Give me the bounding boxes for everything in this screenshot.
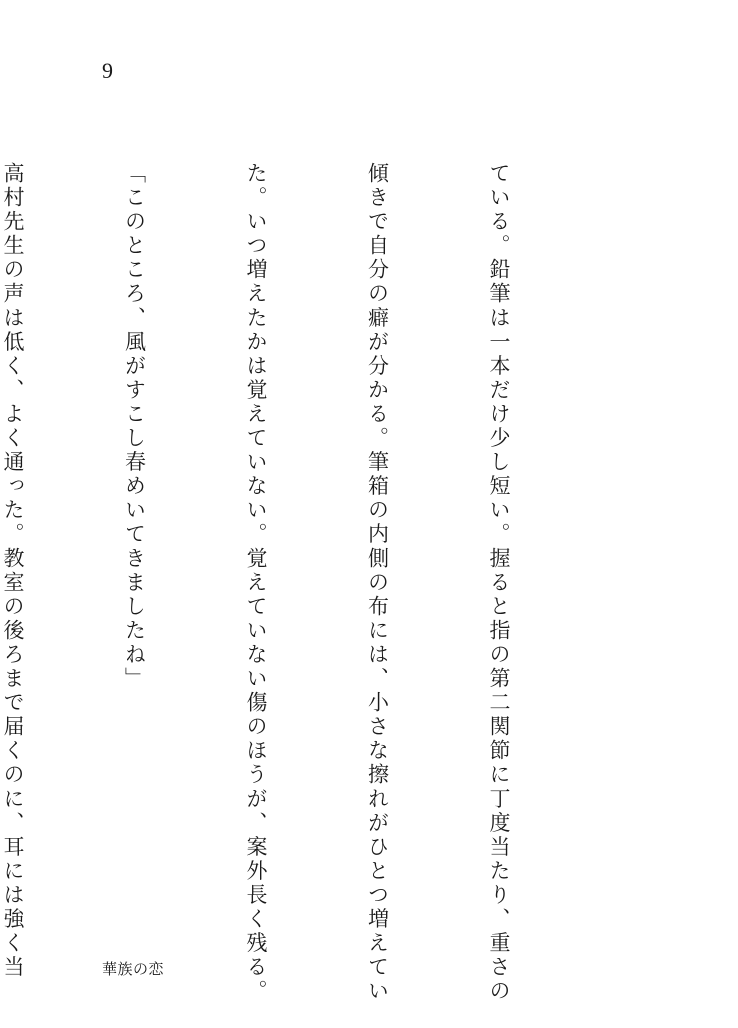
running-footer-title: 華族の恋 bbox=[102, 960, 165, 978]
page-number: 9 bbox=[102, 58, 113, 83]
text-line: ている。鉛筆は一本だけ少し短い。握ると指の第二関節に丁度当たり、重さの bbox=[487, 162, 511, 1004]
text-line: 高村先生の声は低く、よく通った。教室の後ろまで届くのに、耳には強く当 bbox=[1, 162, 25, 980]
text-line: 「このところ、風がすこし春めいてきましたね」 bbox=[122, 162, 147, 692]
text-line: た。いつ増えたかは覚えていない。覚えていない傷のほうが、案外長く残る。 bbox=[244, 162, 268, 1004]
text-line: 傾きで自分の癖が分かる。筆箱の内側の布には、小さな擦れがひとつ増えてい bbox=[365, 162, 390, 1004]
